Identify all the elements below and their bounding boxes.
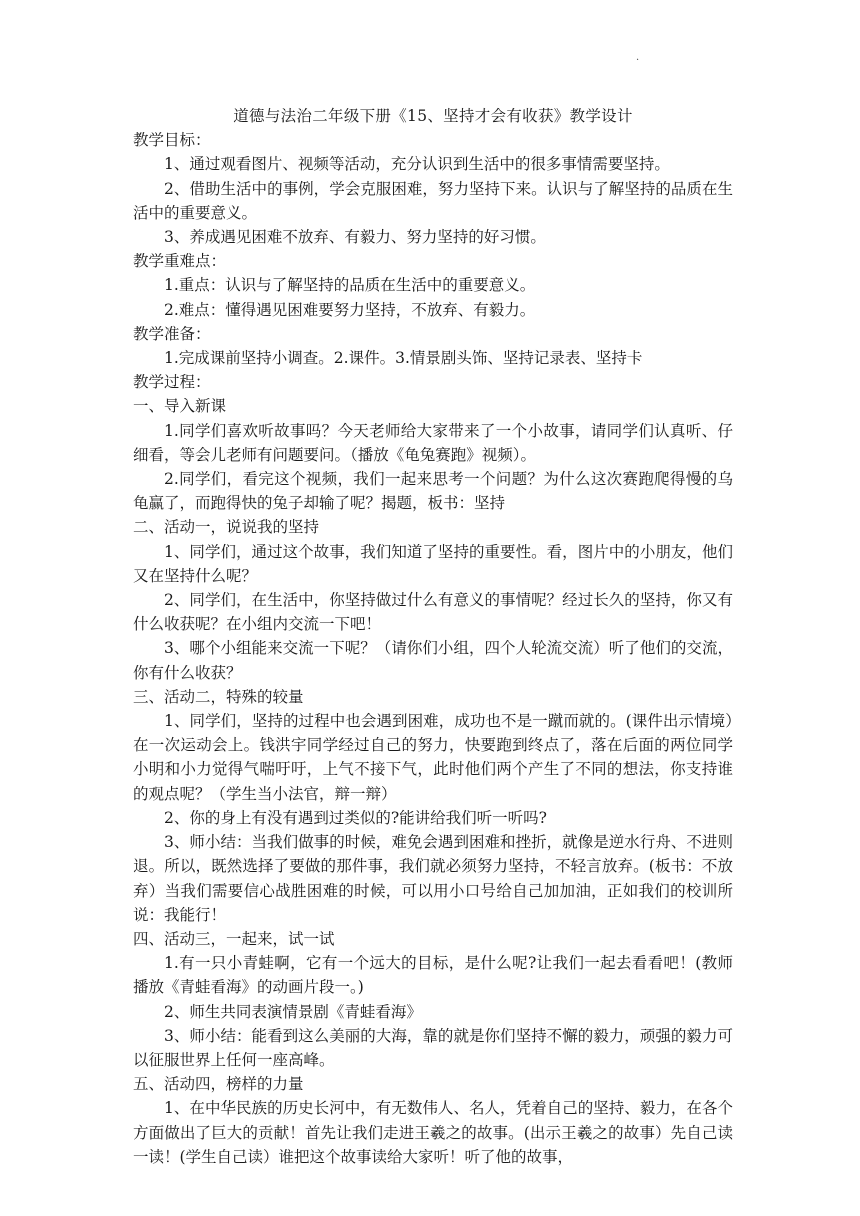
paragraph: 1.同学们喜欢听故事吗？今天老师给大家带来了一个小故事，请同学们认真听、仔细看，等会儿老师有问题要问。（播放《龟兔赛跑》视频）。 [133,421,733,464]
paragraph: 3、哪个小组能来交流一下呢？（请你们小组，四个人轮流交流）听了他们的交流，你有什么收获？ [133,639,733,682]
section-heading: 三、活动二，特殊的较量 [133,687,304,706]
document-blocks [133,128,733,1169]
paragraph: 3、养成遇见困难不放弃、有毅力、努力坚持的好习惯。 [164,228,546,247]
section-heading: 教学准备： [133,324,211,343]
section-heading: 一、导入新课 [133,397,227,416]
paragraph: 1.重点：认识与了解坚持的品质在生活中的重要意义。 [164,276,536,295]
section-heading: 二、活动一，说说我的坚持 [133,518,320,537]
section-heading: 教学目标： [133,131,211,150]
section-heading: 教学重难点： [133,252,227,271]
section-heading: 五、活动四，榜样的力量 [133,1075,304,1094]
corner-mark: · [636,55,640,66]
paragraph: 1、同学们，通过这个故事，我们知道了坚持的重要性。看，图片中的小朋友，他们又在坚持什么呢？ [133,542,733,585]
paragraph: 2、借助生活中的事例，学会克服困难，努力坚持下来。认识与了解坚持的品质在生活中的重要意义。 [133,179,733,222]
document-body [133,104,733,1169]
paragraph: 1.有一只小青蛙啊，它有一个远大的目标，是什么呢?让我们一起去看看吧！(教师播放《青蛙看海》的动画片段一。) [133,954,733,997]
paragraph: 2、同学们，在生活中，你坚持做过什么有意义的事情呢？经过长久的坚持，你又有什么收获呢？在小组内交流一下吧！ [133,591,733,634]
document-title: 道德与法治二年级下册《15、坚持才会有收获》教学设计 [233,107,633,125]
paragraph: 1、在中华民族的历史长河中，有无数伟人、名人，凭着自己的坚持、毅力，在各个方面做出了巨大的贡献！首先让我们走进王羲之的故事。(出示王羲之的故事）先自己读一读！(学生自己读）谁把这个故事读给大家听！听了他的故事， [133,1099,733,1166]
paragraph: 2.难点：懂得遇见困难要努力坚持，不放弃、有毅力。 [164,300,536,319]
paragraph: 1、通过观看图片、视频等活动，充分认识到生活中的很多事情需要坚持。 [164,155,670,174]
paragraph: 3、师小结：当我们做事的时候，难免会遇到困难和挫折，就像是逆水行舟、不进则退。所以，既然选择了要做的那件事，我们就必须努力坚持，不轻言放弃。(板书：不放弃）当我们需要信心战胜困难的时候，可以用小口号给自己加加油，正如我们的校训所说：我能行！ [133,833,733,924]
section-heading: 四、活动三，一起来，试一试 [133,929,335,948]
paragraph: 1.完成课前坚持小调查。2.课件。3.情景剧头饰、坚持记录表、坚持卡 [164,349,643,368]
paragraph: 2、师生共同表演情景剧《青蛙看海》 [164,1002,422,1021]
paragraph: 3、师小结：能看到这么美丽的大海，靠的就是你们坚持不懈的毅力，顽强的毅力可以征服世界上任何一座高峰。 [133,1026,733,1069]
paragraph: 1、同学们，坚持的过程中也会遇到困难，成功也不是一蹴而就的。(课件出示情境）在一次运动会上。钱洪宇同学经过自己的努力，快要跑到终点了，落在后面的两位同学小明和小力觉得气喘吁吁，上气不接下气，此时他们两个产生了不同的想法，你支持谁的观点呢？（学生当小法官，辩一辩） [133,712,733,803]
paragraph: 2.同学们，看完这个视频，我们一起来思考一个问题？为什么这次赛跑爬得慢的乌龟赢了，而跑得快的兔子却输了呢？揭题，板书：坚持 [133,470,733,513]
paragraph: 2、你的身上有没有遇到过类似的?能讲给我们听一听吗? [164,808,547,827]
section-heading: 教学过程： [133,373,211,392]
